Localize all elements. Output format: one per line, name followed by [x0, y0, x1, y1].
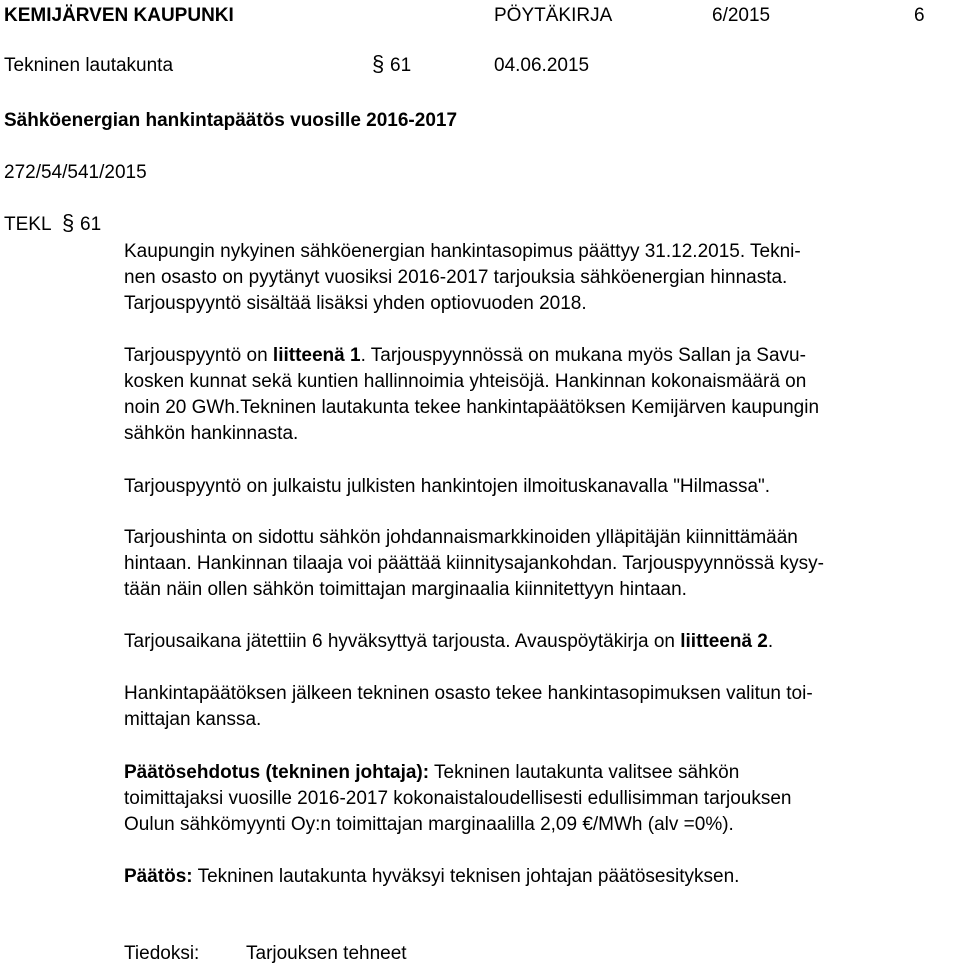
paragraph-tender-request [124, 343, 954, 447]
attachment-reference: liitteenä 2 [680, 631, 768, 652]
paragraph-line: Kaupungin nykyinen sähköenergian hankintasopimus päättyy 31.12.2015. Tekni- [124, 241, 801, 262]
organization-name: KEMIJÄRVEN KAUPUNKI [4, 5, 234, 26]
document-type: PÖYTÄKIRJA [494, 5, 613, 26]
paragraph-offers [124, 629, 954, 655]
paragraph-line: sähkön hankinnasta. [124, 423, 299, 444]
issue-number: 6/2015 [712, 5, 771, 26]
proposal-label: Päätösehdotus (tekninen johtaja): [124, 762, 430, 783]
paragraph-line [124, 629, 954, 655]
distribution-label: Tiedoksi: [124, 943, 200, 964]
page-number: 6 [914, 5, 925, 26]
paragraph-line: Tarjoushinta on sidottu sähkön johdannaismarkkinoiden ylläpitäjän kiinnittämään [124, 527, 798, 548]
decision-label: Päätös: [124, 866, 193, 887]
paragraph-contract [124, 681, 954, 733]
text-run: Tarjousaikana jätettiin 6 hyväksyttyä tarjousta. Avauspöytäkirja on [124, 631, 681, 652]
paragraph-line: hintaan. Hankinnan tilaaja voi päättää kiinnitysajankohdan. Tarjouspyynnössä kysy- [124, 553, 824, 574]
paragraph-line: Tarjouspyyntö sisältää lisäksi yhden optiovuoden 2018. [124, 293, 587, 314]
paragraph-line: kosken kunnat sekä kuntien hallinnoimia yhteisöjä. Hankinnan kokonaismäärä on [124, 371, 807, 392]
committee-name: Tekninen lautakunta [4, 55, 174, 76]
paragraph-line [124, 864, 954, 890]
text-run: Tekninen lautakunta hyväksyi teknisen johtajan päätösesityksen. [192, 866, 740, 887]
paragraph-line: mittajan kanssa. [124, 709, 262, 730]
paragraph-background [124, 239, 954, 317]
tekl-number: 61 [80, 214, 102, 235]
paragraph-line: noin 20 GWh.Tekninen lautakunta tekee hankintapäätöksen Kemijärven kaupungin [124, 397, 820, 418]
tekl-label: TEKL [4, 214, 52, 235]
paragraph-line: Oulun sähkömyynti Oy:n toimittajan marginaalilla 2,09 €/MWh (alv =0%). [124, 814, 734, 835]
paragraph-line: toimittajaksi vuosille 2016-2017 kokonaistaloudellisesti edullisimman tarjouksen [124, 788, 792, 809]
item-title: Sähköenergian hankintapäätös vuosille 2016-2017 [4, 110, 458, 131]
paragraph-line [124, 760, 954, 786]
text-run: . [767, 631, 774, 652]
tekl-section-symbol: § [62, 210, 75, 235]
paragraph-publication [124, 474, 954, 500]
paragraph-line: Hankintapäätöksen jälkeen tekninen osasto tekee hankintasopimuksen valitun toi- [124, 683, 813, 704]
text-run: Tarjouspyyntö on [124, 345, 273, 366]
decision [124, 864, 954, 890]
text-run: Tekninen lautakunta valitsee sähkön [429, 762, 740, 783]
paragraph-line: tään näin ollen sähkön toimittajan marginaalia kiinnitettyyn hintaan. [124, 579, 687, 600]
record-number: 272/54/541/2015 [4, 162, 147, 183]
paragraph-line: nen osasto on pyytänyt vuosiksi 2016-2017 tarjouksia sähköenergian hinnasta. [124, 267, 788, 288]
paragraph-pricing [124, 525, 954, 603]
section-symbol: § [372, 51, 385, 76]
paragraph-line: Tarjouspyyntö on julkaistu julkisten hankintojen ilmoituskanavalla "Hilmassa". [124, 476, 771, 497]
attachment-reference: liitteenä 1 [272, 345, 361, 366]
decision-proposal [124, 760, 954, 838]
meeting-date: 04.06.2015 [494, 55, 590, 76]
text-run: . Tarjouspyynnössä on mukana myös Sallan ja Savu- [360, 345, 806, 366]
section-number: 61 [390, 55, 412, 76]
paragraph-line [124, 343, 954, 369]
distribution-value: Tarjouksen tehneet [246, 943, 407, 964]
